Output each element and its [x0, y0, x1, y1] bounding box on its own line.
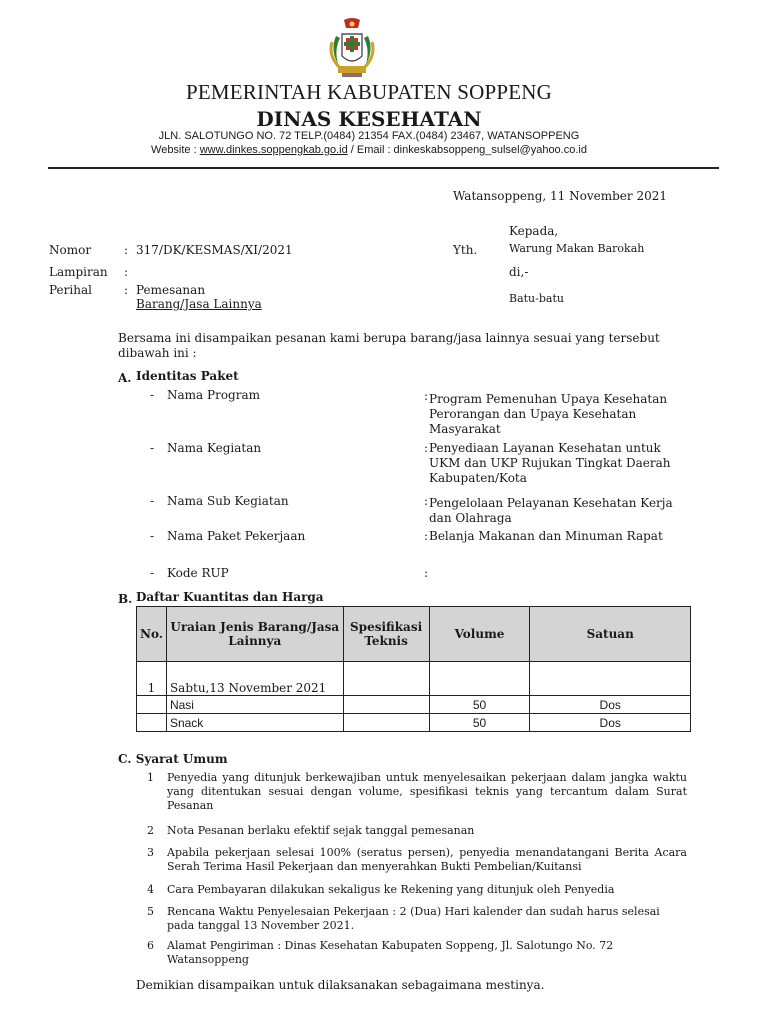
recipient-location: Batu-batu — [509, 292, 564, 305]
soppeng-coat-of-arms-logo — [324, 16, 380, 78]
kegiatan-label: Nama Kegiatan — [167, 441, 262, 455]
website-link[interactable]: www.dinkes.soppengkab.go.id — [199, 144, 348, 156]
group-label: Sabtu,13 November 2021 — [166, 662, 343, 696]
perihal-label: Perihal — [49, 283, 92, 297]
condition-text: Apabila pekerjaan selesai 100% (seratus persen), penyedia menandatangani Berita Acara Serah Terima Hasil Pekerjaan dan menyerahkan Bukti Pembelian/Kuitansi — [167, 846, 687, 873]
group-spec-cell — [343, 662, 429, 696]
group-volume-cell — [429, 662, 530, 696]
table-group-row — [137, 662, 691, 696]
section-b-title: Daftar Kuantitas dan Harga — [136, 590, 324, 604]
kegiatan-value: Penyediaan Layanan Kesehatan untuk UKM dan UKP Rujukan Tingkat Daerah Kabupaten/Kota — [429, 441, 671, 485]
section-c-title: C. Syarat Umum — [118, 752, 228, 766]
condition-text: Penyedia yang ditunjuk berkewajiban untuk menyelesaikan pekerjaan dalam jangka waktu yang ditentukan sesuai dengan volume, spesifikasi teknis yang tercantum dalam Surat Pesanan — [167, 771, 687, 812]
item-name: Snack — [166, 714, 343, 732]
table-row — [137, 714, 691, 732]
program-colon: : — [424, 389, 429, 403]
nomor-colon: : — [124, 243, 129, 257]
condition-text: Alamat Pengiriman : Dinas Kesehatan Kabupaten Soppeng, Jl. Salotungo No. 72 Watansoppeng — [167, 939, 614, 966]
condition-text: Rencana Waktu Penyelesaian Pekerjaan : 2 (Dua) Hari kalender dan sudah harus selesai pada tanggal 13 November 2021. — [167, 905, 660, 932]
item-spec — [343, 714, 429, 732]
sub-kegiatan-label: Nama Sub Kegiatan — [167, 494, 289, 508]
condition-text: Cara Pembayaran dilakukan sekaligus ke Rekening yang ditunjuk oleh Penyedia — [167, 883, 615, 896]
perihal-line2: Barang/Jasa Lainnya — [136, 297, 262, 311]
lampiran-colon: : — [124, 265, 129, 279]
sub-kegiatan-colon: : — [424, 494, 429, 508]
agency-contact — [0, 144, 738, 156]
kegiatan-colon: : — [424, 441, 429, 455]
condition-number: 4 — [147, 883, 154, 896]
recipient-name: Warung Makan Barokah — [509, 242, 645, 255]
paket-value: Belanja Makanan dan Minuman Rapat — [429, 529, 663, 543]
lampiran-label: Lampiran — [49, 265, 108, 279]
email-text: / Email : dinkeskabsoppeng_sulsel@yahoo.co.id — [347, 144, 587, 156]
di-label: di,- — [509, 265, 529, 279]
condition-number: 2 — [147, 824, 154, 837]
sub-kegiatan-value: Pengelolaan Pelayanan Kesehatan Kerja dan Olahraga — [429, 496, 673, 525]
row-no-cell — [137, 696, 167, 714]
header-no: No. — [137, 607, 167, 662]
kode-rup-label: Kode RUP — [167, 566, 229, 580]
item-unit: Dos — [530, 714, 691, 732]
paket-label: Nama Paket Pekerjaan — [167, 529, 306, 543]
header-specification: Spesifikasi Teknis — [343, 607, 429, 662]
item-volume: 50 — [429, 696, 530, 714]
item-spec — [343, 696, 429, 714]
condition-number: 3 — [147, 846, 154, 859]
condition-text: Nota Pesanan berlaku efektif sejak tanggal pemesanan — [167, 824, 475, 837]
perihal-colon: : — [124, 283, 129, 297]
closing-sentence: Demikian disampaikan untuk dilaksanakan sebagaimana mestinya. — [136, 978, 545, 992]
agency-name: DINAS KESEHATAN — [256, 107, 482, 131]
paket-colon: : — [424, 529, 429, 543]
dash: - — [150, 529, 155, 543]
header-volume: Volume — [429, 607, 530, 662]
nomor-label: Nomor — [49, 243, 92, 257]
dash: - — [150, 566, 155, 580]
program-value: Program Pemenuhan Upaya Kesehatan Perorangan dan Upaya Kesehatan Masyarakat — [429, 392, 668, 436]
items-table — [136, 606, 691, 732]
government-name: PEMERINTAH KABUPATEN SOPPENG — [185, 80, 553, 104]
section-a-title: Identitas Paket — [136, 369, 239, 383]
place-date: Watansoppeng, 11 November 2021 — [453, 189, 667, 203]
table-header-row — [137, 607, 691, 662]
program-label: Nama Program — [167, 388, 260, 402]
agency-address: JLN. SALOTUNGO NO. 72 TELP.(0484) 21354 FAX.(0484) 23467, WATANSOPPENG — [158, 130, 580, 142]
header-divider — [48, 167, 719, 169]
item-unit: Dos — [530, 696, 691, 714]
condition-number: 1 — [147, 771, 154, 784]
yth-label: Yth. — [453, 243, 478, 257]
header-unit: Satuan — [530, 607, 691, 662]
section-b-letter: B. — [118, 592, 133, 606]
item-name: Nasi — [166, 696, 343, 714]
header-description: Uraian Jenis Barang/Jasa Lainnya — [166, 607, 343, 662]
website-label: Website : — [151, 144, 200, 156]
intro-paragraph: Bersama ini disampaikan pesanan kami berupa barang/jasa lainnya sesuai yang tersebut dibawah ini : — [118, 331, 660, 360]
item-volume: 50 — [429, 714, 530, 732]
dash: - — [150, 441, 155, 455]
dash: - — [150, 388, 155, 402]
table-row — [137, 696, 691, 714]
condition-number: 6 — [147, 939, 154, 952]
kode-rup-colon: : — [424, 566, 429, 580]
group-unit-cell — [530, 662, 691, 696]
section-a-letter: A. — [118, 371, 132, 385]
row-no-cell — [137, 714, 167, 732]
group-no: 1 — [137, 662, 167, 696]
nomor-value: 317/DK/KESMAS/XI/2021 — [136, 243, 293, 257]
to-label: Kepada, — [509, 224, 559, 238]
dash: - — [150, 494, 155, 508]
perihal-line1: Pemesanan — [136, 283, 206, 297]
condition-number: 5 — [147, 905, 154, 918]
